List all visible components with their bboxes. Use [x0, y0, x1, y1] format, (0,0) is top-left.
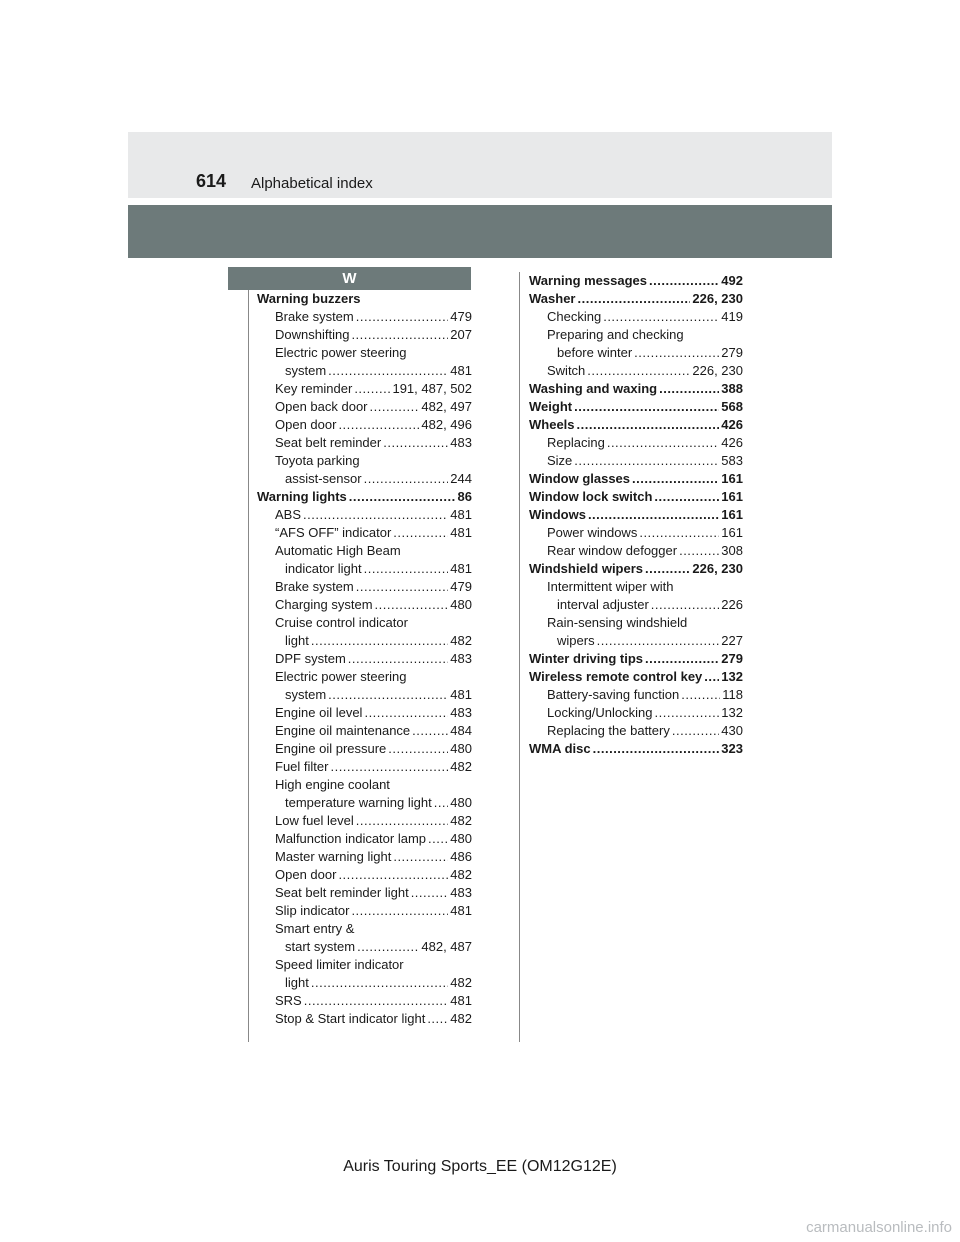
index-entry-page: 226 [721, 597, 743, 612]
index-entry [257, 398, 472, 416]
index-entry-page: 481 [450, 903, 472, 918]
index-entry-page: 308 [721, 543, 743, 558]
index-entry [529, 722, 743, 740]
index-entry [529, 560, 743, 578]
index-entry [529, 272, 743, 290]
index-entry-page: 161 [721, 489, 743, 504]
index-entry-term: Engine oil level [275, 705, 363, 720]
index-entry-term: Power windows [547, 525, 638, 540]
index-entry-page: 583 [721, 453, 743, 468]
index-entry-page: 482, 496 [421, 417, 472, 432]
index-entry-term: wipers [557, 633, 595, 648]
index-entry-term: assist-sensor [285, 471, 362, 486]
index-entry-page: 482, 487 [421, 939, 472, 954]
dot-leader [577, 290, 690, 308]
index-entry-term: Switch [547, 363, 586, 378]
index-entry-term: Key reminder [275, 381, 353, 396]
index-entry-term: Windshield wipers [529, 561, 644, 576]
index-entry [257, 812, 472, 830]
index-entry-term: “AFS OFF” indicator [275, 525, 392, 540]
dot-leader [434, 794, 449, 812]
dot-leader [328, 686, 448, 704]
index-entry [257, 686, 472, 704]
index-entry-page: 482 [450, 633, 472, 648]
index-entry [257, 344, 472, 362]
dot-leader [654, 488, 719, 506]
index-entry [529, 290, 743, 308]
index-entry-page: 426 [721, 417, 743, 432]
dot-leader [607, 434, 719, 452]
index-entry-page: 484 [450, 723, 472, 738]
dot-leader [338, 866, 448, 884]
section-letter-header: W [228, 267, 471, 290]
index-entry-page: 161 [721, 525, 743, 540]
index-entry-page: 226, 230 [692, 561, 743, 576]
index-entry-page: 430 [721, 723, 743, 738]
index-entry-term: system [285, 363, 327, 378]
index-entry-page: 483 [450, 435, 472, 450]
index-column-left [257, 290, 472, 1028]
index-entry-page: 118 [722, 687, 743, 702]
index-entry-term: Cruise control indicator [275, 615, 408, 630]
header-band [128, 132, 832, 198]
dot-leader [655, 704, 720, 722]
dot-leader [649, 272, 719, 290]
index-entry-term: Low fuel level [275, 813, 354, 828]
index-entry-term: Rain-sensing windshield [547, 615, 688, 630]
dot-leader [357, 938, 419, 956]
index-entry [257, 668, 472, 686]
index-entry-term: Toyota parking [275, 453, 360, 468]
index-entry [529, 596, 743, 614]
index-entry-term: Master warning light [275, 849, 392, 864]
index-entry-page: 161 [721, 507, 743, 522]
index-entry-term: Engine oil pressure [275, 741, 387, 756]
index-entry-page: 482 [450, 975, 472, 990]
index-entry-term: Open back door [275, 399, 368, 414]
index-entry-term: Speed limiter indicator [275, 957, 404, 972]
index-entry-page: 480 [450, 741, 472, 756]
index-entry-page: 161 [721, 471, 743, 486]
dot-leader [356, 578, 449, 596]
index-entry [257, 308, 472, 326]
index-entry [529, 452, 743, 470]
index-entry [257, 974, 472, 992]
index-entry [257, 884, 472, 902]
index-entry [529, 650, 743, 668]
index-entry-page: 323 [721, 741, 743, 756]
index-entry-term: Stop & Start indicator light [275, 1011, 426, 1026]
index-entry-term: interval adjuster [557, 597, 649, 612]
index-entry [257, 830, 472, 848]
index-entry [257, 848, 472, 866]
index-entry-term: Replacing the battery [547, 723, 670, 738]
index-entry-term: Downshifting [275, 327, 350, 342]
dot-leader [348, 650, 449, 668]
dot-leader [593, 740, 720, 758]
index-entry-term: ABS [275, 507, 302, 522]
dot-leader [364, 704, 448, 722]
index-entry [529, 434, 743, 452]
dot-leader [388, 740, 448, 758]
index-entry [257, 326, 472, 344]
index-entry [529, 344, 743, 362]
index-entry-term: Open door [275, 417, 337, 432]
index-entry-term: Intermittent wiper with [547, 579, 674, 594]
index-entry-page: 191, 487, 502 [392, 381, 472, 396]
index-entry [257, 758, 472, 776]
index-entry [257, 794, 472, 812]
watermark: carmanualsonline.info [806, 1219, 952, 1236]
index-entry-term: Automatic High Beam [275, 543, 401, 558]
index-entry-term: light [285, 975, 309, 990]
index-entry-term: Battery-saving function [547, 687, 680, 702]
index-entry-page: 482 [450, 813, 472, 828]
index-entry-term: Malfunction indicator lamp [275, 831, 427, 846]
index-entry-term: Smart entry & [275, 921, 355, 936]
dot-leader [330, 758, 448, 776]
index-entry [529, 506, 743, 524]
index-entry-term: before winter [557, 345, 633, 360]
footer-model-code: Auris Touring Sports_EE (OM12G12E) [343, 1158, 617, 1175]
dot-leader [356, 812, 449, 830]
index-entry-term: Weight [529, 399, 573, 414]
dot-leader [364, 470, 449, 488]
index-entry [529, 380, 743, 398]
index-entry-term: Window lock switch [529, 489, 653, 504]
index-entry-page: 226, 230 [692, 363, 743, 378]
dot-leader [574, 452, 719, 470]
index-entry-page: 479 [450, 309, 472, 324]
index-entry [257, 992, 472, 1010]
index-entry [257, 578, 472, 596]
index-entry-term: Winter driving tips [529, 651, 643, 666]
index-entry-page: 480 [450, 597, 472, 612]
index-entry-page: 568 [721, 399, 743, 414]
index-entry-page: 481 [450, 993, 472, 1008]
index-entry-term: DPF system [275, 651, 346, 666]
index-entry [529, 488, 743, 506]
dot-leader [393, 848, 448, 866]
index-entry-term: Brake system [275, 309, 354, 324]
index-entry [529, 686, 743, 704]
dot-leader [412, 722, 448, 740]
index-entry-term: Seat belt reminder light [275, 885, 409, 900]
index-entry-page: 244 [450, 471, 472, 486]
dot-leader [645, 650, 719, 668]
index-entry [529, 524, 743, 542]
index-entry-term: Warning buzzers [257, 291, 361, 306]
dot-leader [351, 326, 448, 344]
index-entry [529, 704, 743, 722]
index-entry-page: 482 [450, 867, 472, 882]
dot-leader [303, 506, 448, 524]
index-entry [529, 470, 743, 488]
page-number: 614 [196, 171, 227, 191]
index-entry [257, 362, 472, 380]
dot-leader [597, 632, 720, 650]
dot-leader [632, 470, 719, 488]
index-entry [257, 524, 472, 542]
index-entry [257, 434, 472, 452]
index-entry-page: 481 [450, 687, 472, 702]
index-entry [257, 956, 472, 974]
dot-leader [354, 380, 390, 398]
index-entry [257, 722, 472, 740]
left-column-rule [248, 290, 249, 1042]
index-entry-term: Seat belt reminder [275, 435, 382, 450]
index-entry [529, 632, 743, 650]
dot-leader [427, 1010, 448, 1028]
index-entry-page: 388 [721, 381, 743, 396]
index-column-right [529, 272, 743, 758]
index-entry-term: Size [547, 453, 573, 468]
index-entry-term: Electric power steering [275, 669, 407, 684]
index-entry [257, 380, 472, 398]
index-entry [257, 542, 472, 560]
dot-leader [634, 344, 719, 362]
header-dark-band [128, 205, 832, 258]
index-entry [257, 560, 472, 578]
index-entry [257, 596, 472, 614]
index-entry-page: 479 [450, 579, 472, 594]
index-entry-term: Preparing and checking [547, 327, 684, 342]
index-entry [257, 470, 472, 488]
index-entry-page: 226, 230 [692, 291, 743, 306]
index-entry-term: Warning lights [257, 489, 347, 504]
index-entry-term: SRS [275, 993, 302, 1008]
index-entry [257, 938, 472, 956]
index-entry [257, 632, 472, 650]
dot-leader [393, 524, 448, 542]
dot-leader [428, 830, 448, 848]
dot-leader [645, 560, 690, 578]
index-entry-page: 482 [450, 1011, 472, 1026]
dot-leader [311, 632, 448, 650]
dot-leader [349, 488, 456, 506]
index-entry-page: 279 [721, 345, 743, 360]
index-entry-term: Brake system [275, 579, 354, 594]
index-entry [257, 290, 472, 308]
index-entry-term: Wireless remote control key [529, 669, 703, 684]
dot-leader [383, 434, 448, 452]
index-entry [529, 614, 743, 632]
dot-leader [603, 308, 719, 326]
index-entry [257, 614, 472, 632]
index-entry-page: 482 [450, 759, 472, 774]
index-entry-term: system [285, 687, 327, 702]
dot-leader [672, 722, 719, 740]
index-entry [529, 740, 743, 758]
index-entry-page: 279 [721, 651, 743, 666]
column-divider [519, 272, 520, 1042]
index-entry [257, 902, 472, 920]
index-entry-term: Locking/Unlocking [547, 705, 653, 720]
dot-leader [704, 668, 719, 686]
dot-leader [364, 560, 449, 578]
index-entry-term: start system [285, 939, 356, 954]
index-entry [257, 866, 472, 884]
index-entry-term: light [285, 633, 309, 648]
index-entry [257, 650, 472, 668]
index-entry [257, 1010, 472, 1028]
dot-leader [659, 380, 719, 398]
index-entry-term: Charging system [275, 597, 373, 612]
index-entry-page: 481 [450, 561, 472, 576]
dot-leader [679, 542, 719, 560]
index-entry-term: Fuel filter [275, 759, 329, 774]
dot-leader [304, 992, 449, 1010]
dot-leader [356, 308, 449, 326]
dot-leader [651, 596, 720, 614]
index-entry [257, 740, 472, 758]
dot-leader [375, 596, 449, 614]
index-entry-page: 483 [450, 651, 472, 666]
index-entry [529, 542, 743, 560]
dot-leader [411, 884, 449, 902]
dot-leader [639, 524, 719, 542]
index-entry [257, 920, 472, 938]
dot-leader [681, 686, 720, 704]
index-entry-term: Window glasses [529, 471, 631, 486]
index-entry-term: Wheels [529, 417, 575, 432]
dot-leader [328, 362, 448, 380]
index-entry-page: 207 [450, 327, 472, 342]
index-entry-term: High engine coolant [275, 777, 390, 792]
index-entry-page: 227 [721, 633, 743, 648]
index-entry-page: 482, 497 [421, 399, 472, 414]
index-entry-page: 480 [450, 795, 472, 810]
index-entry [529, 362, 743, 380]
index-entry-term: Replacing [547, 435, 605, 450]
index-entry [529, 668, 743, 686]
index-entry-page: 481 [450, 525, 472, 540]
index-entry [257, 452, 472, 470]
index-entry-term: temperature warning light [285, 795, 432, 810]
index-entry-term: Open door [275, 867, 337, 882]
index-entry-page: 492 [721, 273, 743, 288]
dot-leader [588, 506, 719, 524]
index-entry-page: 419 [721, 309, 743, 324]
index-entry-term: Rear window defogger [547, 543, 678, 558]
index-entry-page: 132 [721, 669, 743, 684]
dot-leader [351, 902, 448, 920]
index-entry-term: WMA disc [529, 741, 591, 756]
index-entry-term: Engine oil maintenance [275, 723, 411, 738]
page-title: Alphabetical index [251, 175, 373, 192]
index-entry [529, 578, 743, 596]
dot-leader [370, 398, 420, 416]
index-entry-term: Checking [547, 309, 602, 324]
index-entry [529, 308, 743, 326]
index-entry-term: Washer [529, 291, 576, 306]
index-entry [257, 488, 472, 506]
index-entry-page: 486 [450, 849, 472, 864]
index-entry-page: 426 [721, 435, 743, 450]
index-entry [529, 398, 743, 416]
index-entry-term: Electric power steering [275, 345, 407, 360]
dot-leader [338, 416, 419, 434]
index-entry-page: 86 [457, 489, 472, 504]
index-entry [257, 506, 472, 524]
index-entry-page: 132 [721, 705, 743, 720]
index-entry-term: Slip indicator [275, 903, 350, 918]
index-entry-page: 480 [450, 831, 472, 846]
index-entry-page: 481 [450, 507, 472, 522]
index-entry [529, 416, 743, 434]
dot-leader [574, 398, 719, 416]
dot-leader [577, 416, 720, 434]
index-entry-page: 481 [450, 363, 472, 378]
index-entry-term: Windows [529, 507, 586, 522]
index-entry-page: 483 [450, 705, 472, 720]
index-entry-term: Washing and waxing [529, 381, 658, 396]
index-entry [529, 326, 743, 344]
index-entry-term: indicator light [285, 561, 362, 576]
index-entry [257, 704, 472, 722]
dot-leader [311, 974, 448, 992]
index-entry-term: Warning messages [529, 273, 648, 288]
dot-leader [587, 362, 690, 380]
index-entry-page: 483 [450, 885, 472, 900]
index-entry [257, 776, 472, 794]
index-entry [257, 416, 472, 434]
